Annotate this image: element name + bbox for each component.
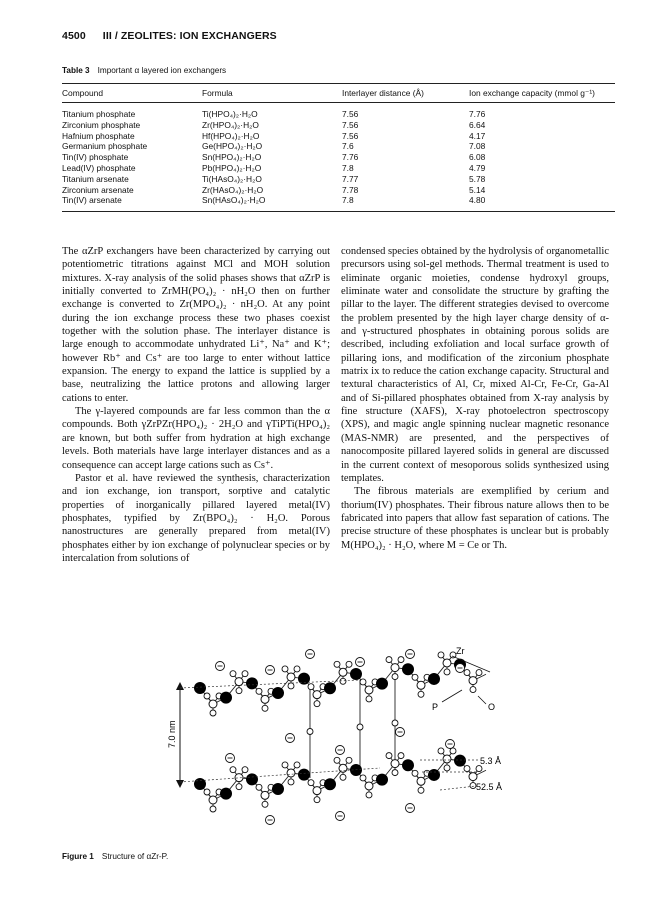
zr-atom — [194, 778, 206, 790]
o-atom — [360, 679, 366, 685]
cell-capacity: 7.76 — [469, 109, 486, 119]
o-atom — [392, 720, 398, 726]
o-atom — [366, 792, 372, 798]
zr-atom — [246, 677, 258, 689]
p-atom — [365, 686, 373, 694]
table-3 — [62, 66, 615, 212]
o-atom — [256, 688, 262, 694]
o-atom — [470, 687, 476, 693]
table-row — [62, 141, 615, 152]
cell-formula: Hf(HPO₄)₂·H₂O — [202, 130, 260, 141]
zrp-structure-figure — [160, 640, 550, 835]
zr-atom — [324, 682, 336, 694]
o-atom — [236, 688, 242, 694]
running-head — [62, 30, 277, 42]
cell-interlayer: 7.76 — [342, 152, 359, 163]
zr-atom — [402, 663, 414, 675]
zr-atom — [194, 682, 206, 694]
o-atom — [288, 683, 294, 689]
dashed-guide-1 — [180, 768, 380, 782]
p-label: P — [432, 702, 439, 712]
cell-compound: Zirconium phosphate — [62, 119, 141, 130]
o-atom — [294, 666, 300, 672]
cell-capacity: 6.64 — [469, 119, 486, 130]
o-atom — [282, 666, 288, 672]
o-atom — [476, 766, 482, 772]
o-atom — [366, 696, 372, 702]
zr-atom — [376, 774, 388, 786]
cell-interlayer: 7.77 — [342, 173, 359, 184]
o-atom — [346, 661, 352, 667]
cell-formula: Pb(HPO₄)₂·H₂O — [202, 162, 262, 173]
p-atom — [261, 791, 269, 799]
o-atom — [438, 748, 444, 754]
page-number: 4500 — [62, 30, 86, 42]
o-atom — [418, 691, 424, 697]
o-atom — [476, 670, 482, 676]
cell-compound: Hafnium phosphate — [62, 130, 135, 141]
o-atom — [204, 693, 210, 699]
zr-atom — [220, 692, 232, 704]
table-caption — [62, 66, 615, 75]
o-atom — [210, 806, 216, 812]
figure-caption — [62, 852, 168, 861]
col-header-interlayer: Interlayer distance (Å) — [342, 84, 469, 103]
cell-formula: Zr(HPO₄)₂·H₂O — [202, 119, 259, 130]
o-atom — [444, 669, 450, 675]
o-atom — [386, 753, 392, 759]
table-caption-text: Important α layered ion exchangers — [97, 66, 227, 75]
zr-atom — [272, 687, 284, 699]
ion-exchanger-table — [62, 83, 615, 212]
o-atom — [314, 797, 320, 803]
o-atom — [294, 762, 300, 768]
zr-atom — [376, 678, 388, 690]
table-row — [62, 163, 615, 174]
zr-atom — [246, 773, 258, 785]
figure-label: Figure 1 — [62, 852, 94, 861]
o-atom — [360, 775, 366, 781]
zr-atom — [350, 668, 362, 680]
table-row — [62, 195, 615, 211]
cell-compound: Tin(IV) arsenate — [62, 195, 202, 211]
cell-capacity: 6.08 — [469, 152, 486, 163]
o-atom — [444, 765, 450, 771]
p-atom — [287, 769, 295, 777]
cell-interlayer: 7.56 — [342, 130, 359, 141]
o-atom — [230, 671, 236, 677]
paragraph: Pastor et al. have reviewed the synthesis, characterization and ion exchange, ion transport, sorptive and catalytic properties of inorganically pillared layered metal(IV) phosphates, typified by Zr(BPO₄)₂ · H₂O. Porous nanostructures are generally prepared from metal(IV) phosphates either by ion exchange of polynuclear species or by intercalation from solutions of — [62, 472, 330, 564]
p-atom — [417, 777, 425, 785]
running-title: III / ZEOLITES: ION EXCHANGERS — [102, 30, 277, 42]
right-text-column — [341, 245, 609, 552]
cell-formula: Sn(HPO₄)₂·H₂O — [202, 152, 262, 163]
paragraph: The γ-layered compounds are far less common than the α compounds. Both γZrPZr(HPO₄)₂ · 2H₂O and γTiPTi(HPO₄)₂ are known, but both suffer from hydration at high exchange levels. Both materials have large interlayer distances and as a consequence can accept large cations such as Cs⁺. — [62, 406, 330, 471]
p-atom — [469, 677, 477, 685]
col-header-compound: Compound — [62, 84, 202, 103]
o-atom — [334, 661, 340, 667]
height-arrow-top — [176, 682, 184, 690]
p-atom — [261, 695, 269, 703]
cell-capacity: 5.14 — [469, 184, 486, 195]
o-atom — [210, 710, 216, 716]
cell-capacity: 7.08 — [469, 141, 486, 152]
p-atom — [313, 787, 321, 795]
left-text-column — [62, 245, 330, 565]
paragraph: The fibrous materials are exemplified by cerium and thorium(IV) phosphates. Their fibrous nature allows then to be fabricated into papers that allow fast separation of cations. The precise structure of these phosphates is unclear but is probably M(HPO₄)₂ · H₂O, where M = Ce or Th. — [341, 486, 609, 551]
p-atom — [365, 782, 373, 790]
cell-interlayer: 7.56 — [342, 119, 359, 130]
o-atom — [334, 757, 340, 763]
p-atom — [391, 664, 399, 672]
p-atom — [417, 681, 425, 689]
o-label: O — [488, 702, 496, 712]
cell-capacity: 4.80 — [469, 195, 615, 211]
p-atom — [313, 691, 321, 699]
table-label: Table 3 — [62, 66, 90, 75]
zr-atom — [272, 783, 284, 795]
o-atom — [418, 787, 424, 793]
table-row — [62, 152, 615, 163]
cell-formula: Ti(HAsO₄)₂·H₂O — [202, 173, 262, 184]
table-row — [62, 185, 615, 196]
o-atom — [412, 770, 418, 776]
distance-label-2: 52.5 Å — [476, 782, 503, 792]
cell-interlayer: 7.56 — [342, 109, 359, 119]
cell-interlayer: 7.8 — [342, 162, 354, 173]
o-atom — [288, 779, 294, 785]
cell-formula: Ti(HPO₄)₂·H₂O — [202, 109, 258, 119]
p-atom — [443, 755, 451, 763]
cell-compound: Titanium phosphate — [62, 109, 136, 119]
paragraph: condensed species obtained by the hydrolysis of organometallic precursors using sol-gel methods. Thermal treatment is used to eliminate organic moieties, condense hydroxyl groups, eliminate water and consolidate the structure by grafting the pillar to the layer. The different strategies devised to overcome the problem presented by the high layer charge density of α- and γ-structured phosphates in obtaining porous solids are described, including exfoliation and local surface growth of pillaring ions, and modification of the zirconium phosphate matrix ix to reduce the cation exchange capacity. Structural and textural characteristics of Al, Cr, mixed Al-Cr, Fe-Cr, Ga-Al and of Si-pillared phosphates obtained from X-ray analysis by fine structure (XAFS), X-ray photoelectron spectroscopy (XPS), and magic angle spinning nuclear magnetic resonance (MAS-NMR) are presented, and the perspectives of nanocomposite pillared layered solids in general are discussed in the current context of mesoporous solids synthesized using templates. — [341, 246, 609, 484]
p-atom — [209, 700, 217, 708]
o-atom — [204, 789, 210, 795]
cell-interlayer: 7.6 — [342, 141, 354, 152]
zr-atom — [298, 769, 310, 781]
o-atom — [262, 801, 268, 807]
o-atom — [392, 674, 398, 680]
o-pointer — [478, 696, 486, 704]
o-atom — [236, 784, 242, 790]
zr-atom — [220, 788, 232, 800]
o-atom — [282, 762, 288, 768]
cell-interlayer: 7.78 — [342, 184, 359, 195]
o-atom — [230, 767, 236, 773]
cell-compound: Lead(IV) phosphate — [62, 162, 136, 173]
o-atom — [412, 674, 418, 680]
o-atom — [256, 784, 262, 790]
o-atom — [464, 766, 470, 772]
cell-formula: Zr(HAsO₄)₂·H₂O — [202, 184, 264, 195]
figure-caption-text: Structure of αZr-P. — [101, 852, 169, 861]
table-row — [62, 120, 615, 131]
table-row — [62, 103, 615, 120]
p-atom — [287, 673, 295, 681]
o-atom — [398, 657, 404, 663]
col-header-formula: Formula — [202, 84, 342, 103]
o-atom — [398, 753, 404, 759]
p-atom — [391, 760, 399, 768]
o-atom — [340, 678, 346, 684]
height-label: 7.0 nm — [167, 720, 177, 748]
zr-label: Zr — [456, 646, 465, 656]
cell-compound: Titanium arsenate — [62, 173, 129, 184]
cell-compound: Tin(IV) phosphate — [62, 152, 129, 163]
o-atom — [307, 729, 313, 735]
o-atom — [308, 780, 314, 786]
col-header-capacity: Ion exchange capacity (mmol g⁻¹) — [469, 84, 615, 103]
o-atom — [438, 652, 444, 658]
o-atom — [242, 767, 248, 773]
p-atom — [469, 773, 477, 781]
zr-atom — [402, 759, 414, 771]
cell-formula: Sn(HAsO₄)₂·H₂O — [202, 195, 342, 211]
cell-formula: Ge(HPO₄)₂·H₂O — [202, 141, 263, 152]
table-row — [62, 131, 615, 142]
o-atom — [357, 724, 363, 730]
zr-atom — [428, 769, 440, 781]
p-atom — [443, 659, 451, 667]
atoms — [194, 650, 482, 825]
o-atom — [340, 774, 346, 780]
p-atom — [235, 678, 243, 686]
o-atom — [464, 670, 470, 676]
o-atom — [392, 770, 398, 776]
cell-compound: Germanium phosphate — [62, 141, 148, 152]
height-arrow-bottom — [176, 780, 184, 788]
zr-atom — [428, 673, 440, 685]
o-atom — [262, 705, 268, 711]
o-atom — [308, 684, 314, 690]
o-atom — [346, 757, 352, 763]
o-atom — [386, 657, 392, 663]
cell-interlayer: 7.8 — [342, 195, 469, 211]
cell-capacity: 4.17 — [469, 130, 486, 141]
p-pointer — [442, 690, 462, 702]
cell-compound: Zirconium arsenate — [62, 184, 134, 195]
o-atom — [314, 701, 320, 707]
zr-atom — [324, 778, 336, 790]
cell-capacity: 5.78 — [469, 173, 486, 184]
zr-atom — [454, 755, 466, 767]
p-atom — [339, 668, 347, 676]
o-atom — [242, 671, 248, 677]
distance-label-1: 5.3 Å — [480, 756, 502, 766]
paragraph: The αZrP exchangers have been characterized by carrying out potentiometric titrations against MCl and MOH solution mixtures. X-ray analysis of the solid phases shows that αZrP is initially converted to ZrMH(PO₄)₂ · nH₂O then on further exchange is converted to Zr(MPO₄)₂ · nH₂O. At any point during the ion exchange process these two phases coexist together with the solution phase. The interlayer distance is large enough to accommodate unhydrated Li⁺, Na⁺ and K⁺; however Rb⁺ and Cs⁺ are too large to enter without lattice expansion. The energy to expand the lattice is supplied by a base, neutralizing the lattice protons and allowing larger cations to enter. — [62, 246, 330, 404]
cell-capacity: 4.79 — [469, 162, 486, 173]
zr-atom — [298, 673, 310, 685]
table-row — [62, 174, 615, 185]
p-atom — [209, 796, 217, 804]
